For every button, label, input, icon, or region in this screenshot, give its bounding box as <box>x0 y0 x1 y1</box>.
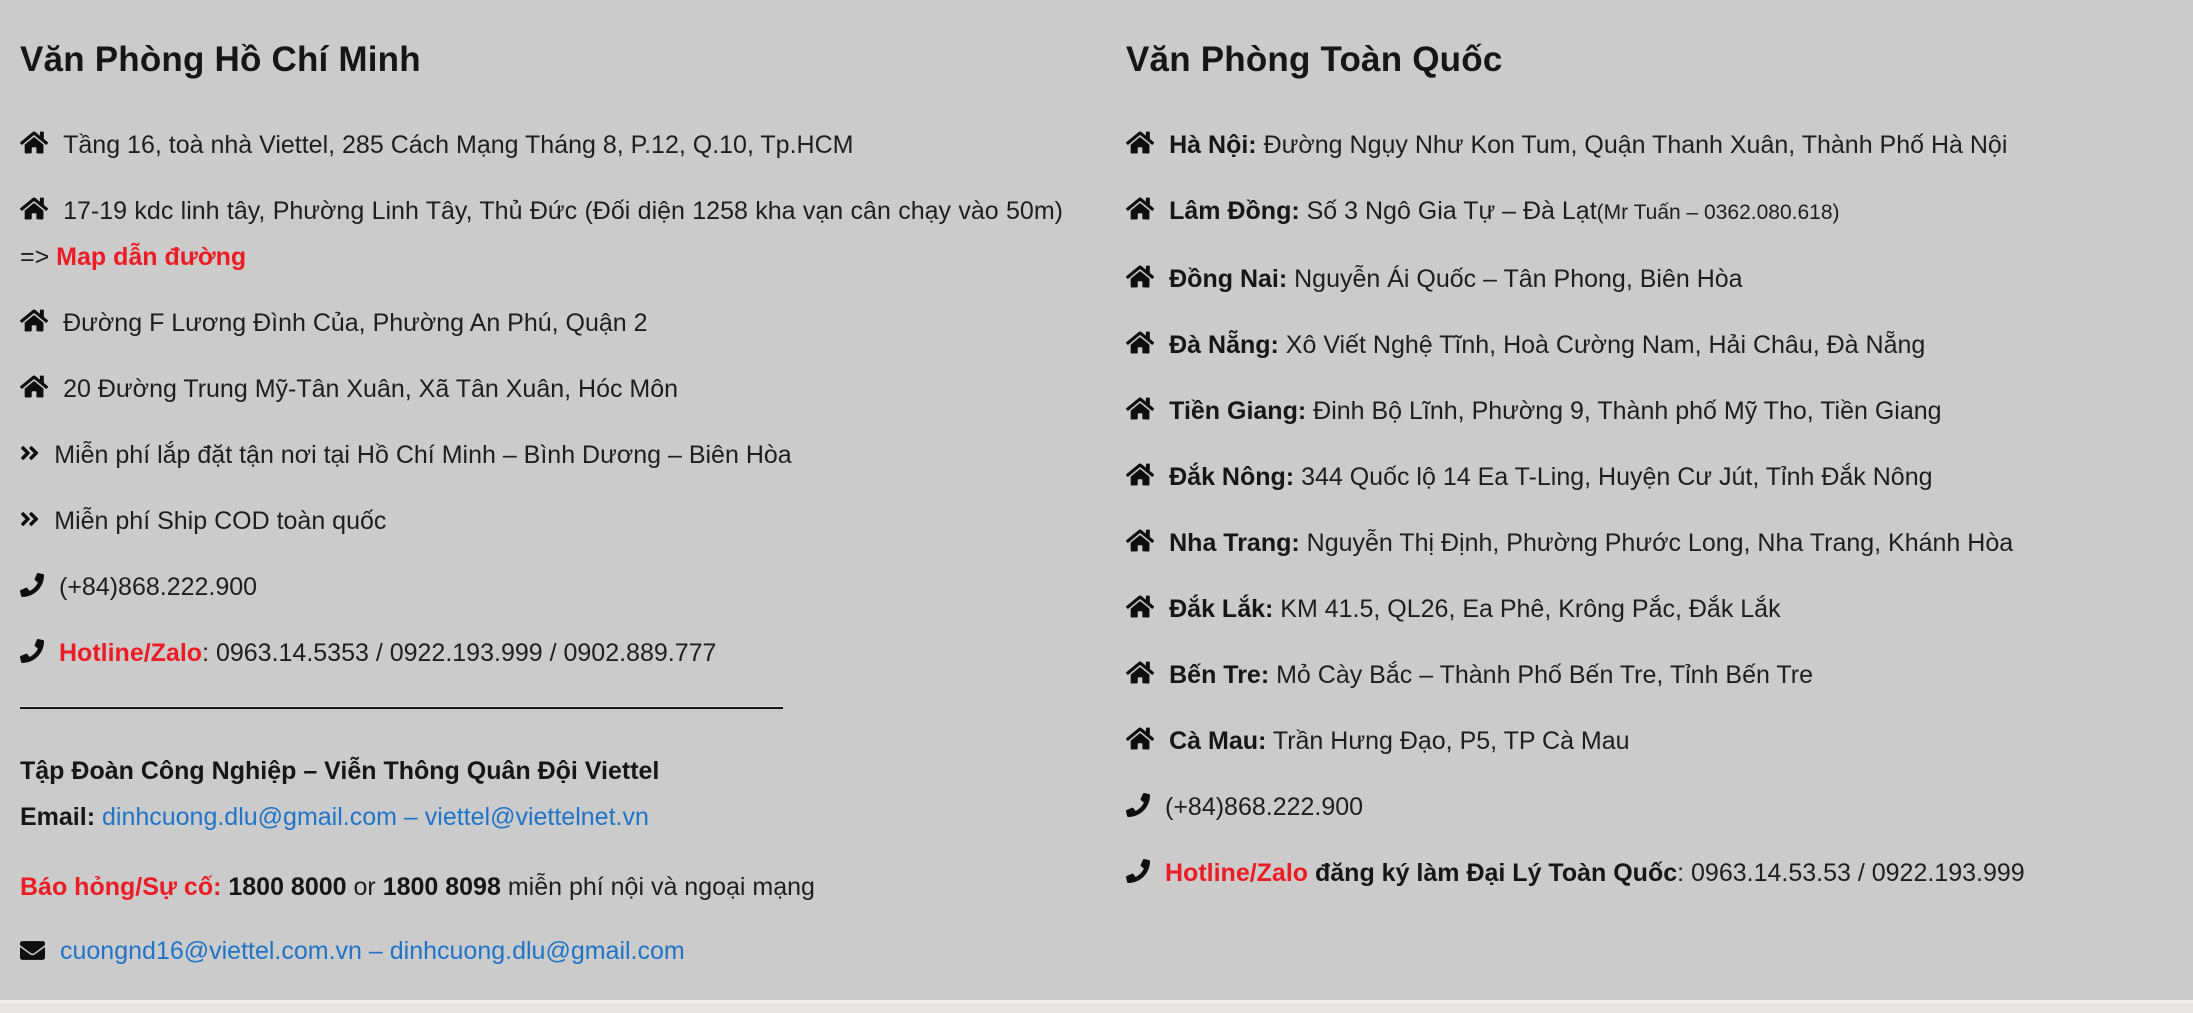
text-segment: miễn phí nội và ngoại mạng <box>500 873 815 902</box>
text-segment: Nguyễn Thị Định, Phường Phước Long, Nha Trang, Khánh Hòa <box>1299 529 2014 558</box>
text-segment: Đường Ngụy Như Kon Tum, Quận Thanh Xuân, Thành Phố Hà Nội <box>1256 131 2008 160</box>
text-segment: Đinh Bộ Lĩnh, Phường 9, Thành phố Mỹ Tho, Tiền Giang <box>1306 397 1942 426</box>
list-item <box>1126 256 2133 302</box>
list-item <box>20 928 1063 974</box>
home-icon <box>1126 586 1154 632</box>
divider-line <box>20 706 783 709</box>
phone-icon <box>20 564 44 610</box>
text-segment: (+84)868.222.900 <box>1165 793 1364 822</box>
text-segment: 17-19 kdc linh tây, Phường Linh Tây, Thủ Đức (Đối diện 1258 kha vạn cân chạy vào 50m) => <box>20 197 1063 272</box>
home-icon <box>1126 322 1154 368</box>
text-segment: Cà Mau: <box>1169 727 1267 756</box>
home-icon <box>20 300 48 346</box>
link[interactable]: dinhcuong.dlu@gmail.com <box>101 803 397 832</box>
hcm-office-list <box>20 122 1063 676</box>
home-icon <box>20 366 48 412</box>
home-icon <box>1126 652 1154 698</box>
link[interactable]: cuongnd16@viettel.com.vn <box>60 937 362 966</box>
list-item <box>1126 122 2133 168</box>
phone-icon <box>1126 784 1150 830</box>
home-icon <box>1126 388 1154 434</box>
list-item <box>1126 652 2133 698</box>
list-item <box>20 366 1063 412</box>
text-segment: Đường F Lương Đình Của, Phường An Phú, Quận 2 <box>63 309 648 338</box>
text-segment: Miễn phí Ship COD toàn quốc <box>54 507 387 536</box>
list-item <box>1126 454 2133 500</box>
text-segment: Tiền Giang: <box>1169 397 1307 426</box>
text-segment: : 0963.14.5353 / 0922.193.999 / 0902.889.777 <box>202 639 717 668</box>
list-item <box>20 794 1063 840</box>
link[interactable]: dinhcuong.dlu@gmail.com <box>389 937 685 966</box>
viettel-corporate-list <box>20 748 1063 974</box>
text-segment: Bến Tre: <box>1169 661 1270 690</box>
text-segment: Nguyễn Ái Quốc – Tân Phong, Biên Hòa <box>1287 265 1743 294</box>
list-item <box>1126 322 2133 368</box>
text-segment: Hotline/Zalo <box>1165 859 1309 888</box>
home-icon <box>1126 718 1154 764</box>
text-segment: Tập Đoàn Công Nghiệp – Viễn Thông Quân Đội Viettel <box>20 757 660 786</box>
list-item <box>20 122 1063 168</box>
text-segment: Đắk Lắk: <box>1169 595 1274 624</box>
home-icon <box>1126 188 1154 234</box>
list-item <box>1126 586 2133 632</box>
text-segment: Đà Nẵng: <box>1169 331 1279 360</box>
national-office-list <box>1126 122 2133 896</box>
text-segment: Hotline/Zalo <box>59 639 203 668</box>
text-segment: 344 Quốc lộ 14 Ea T-Ling, Huyện Cư Jút, Tỉnh Đắk Nông <box>1294 463 1933 492</box>
text-segment: – <box>396 803 425 832</box>
home-icon <box>20 122 48 168</box>
text-segment: Số 3 Ngô Gia Tự – Đà Lạt <box>1299 197 1597 226</box>
text-segment: Đắk Nông: <box>1169 463 1295 492</box>
text-segment: Trần Hưng Đạo, P5, TP Cà Mau <box>1266 727 1630 756</box>
list-item <box>1126 188 2133 236</box>
home-icon <box>1126 122 1154 168</box>
list-item <box>20 300 1063 346</box>
text-segment: 1800 8098 <box>382 873 501 902</box>
text-segment: Xô Viết Nghệ Tĩnh, Hoà Cường Nam, Hải Châu, Đà Nẵng <box>1278 331 1926 360</box>
home-icon <box>1126 256 1154 302</box>
text-segment: 20 Đường Trung Mỹ-Tân Xuân, Xã Tân Xuân, Hóc Môn <box>63 375 679 404</box>
text-segment: or <box>346 873 383 902</box>
home-icon <box>20 188 48 234</box>
text-segment: Mỏ Cày Bắc – Thành Phố Bến Tre, Tỉnh Bến Tre <box>1269 661 1813 690</box>
list-item <box>20 630 1063 676</box>
text-segment: đăng ký làm Đại Lý Toàn Quốc <box>1308 859 1678 888</box>
list-item <box>1126 520 2133 566</box>
text-segment: Tầng 16, toà nhà Viettel, 285 Cách Mạng Tháng 8, P.12, Q.10, Tp.HCM <box>63 131 854 160</box>
text-segment: Báo hỏng/Sự cố: <box>20 873 229 902</box>
text-segment: Nha Trang: <box>1169 529 1300 558</box>
envelope-icon <box>20 928 45 974</box>
phone-icon <box>20 630 44 676</box>
list-item <box>1126 784 2133 830</box>
national-office-title: Văn Phòng Toàn Quốc <box>1126 40 1503 79</box>
text-segment: Miễn phí lắp đặt tận nơi tại Hồ Chí Minh – Bình Dương – Biên Hòa <box>54 441 792 470</box>
list-item <box>1126 388 2133 434</box>
text-segment: – <box>361 937 390 966</box>
text-segment: Lâm Đồng: <box>1169 197 1300 226</box>
list-item <box>1126 850 2133 896</box>
chevrons-icon <box>20 432 39 478</box>
text-segment: Đồng Nai: <box>1169 265 1288 294</box>
text-segment: 1800 8000 <box>228 873 347 902</box>
home-icon <box>1126 520 1154 566</box>
text-segment: Email: <box>20 803 102 832</box>
text-segment: : 0963.14.53.53 / 0922.193.999 <box>1677 859 2025 888</box>
next-section-strip <box>0 1000 2193 1013</box>
link[interactable]: Map dẫn đường <box>56 243 247 272</box>
text-segment: (Mr Tuấn – 0362.080.618) <box>1596 201 1840 225</box>
text-segment: (+84)868.222.900 <box>59 573 258 602</box>
list-item <box>20 188 1063 280</box>
office-column-hcm <box>0 40 1096 994</box>
home-icon <box>1126 454 1154 500</box>
text-segment: KM 41.5, QL26, Ea Phê, Krông Pắc, Đắk Lắk <box>1273 595 1781 624</box>
list-item <box>20 498 1063 544</box>
list-item <box>20 864 1063 910</box>
link[interactable]: viettel@viettelnet.vn <box>424 803 649 832</box>
list-item <box>20 432 1063 478</box>
list-item <box>1126 718 2133 764</box>
hcm-office-title: Văn Phòng Hồ Chí Minh <box>20 40 421 79</box>
list-item <box>20 564 1063 610</box>
phone-icon <box>1126 850 1150 896</box>
chevrons-icon <box>20 498 39 544</box>
list-item <box>20 748 1063 794</box>
office-column-national <box>1096 40 2193 994</box>
text-segment: Hà Nội: <box>1169 131 1257 160</box>
